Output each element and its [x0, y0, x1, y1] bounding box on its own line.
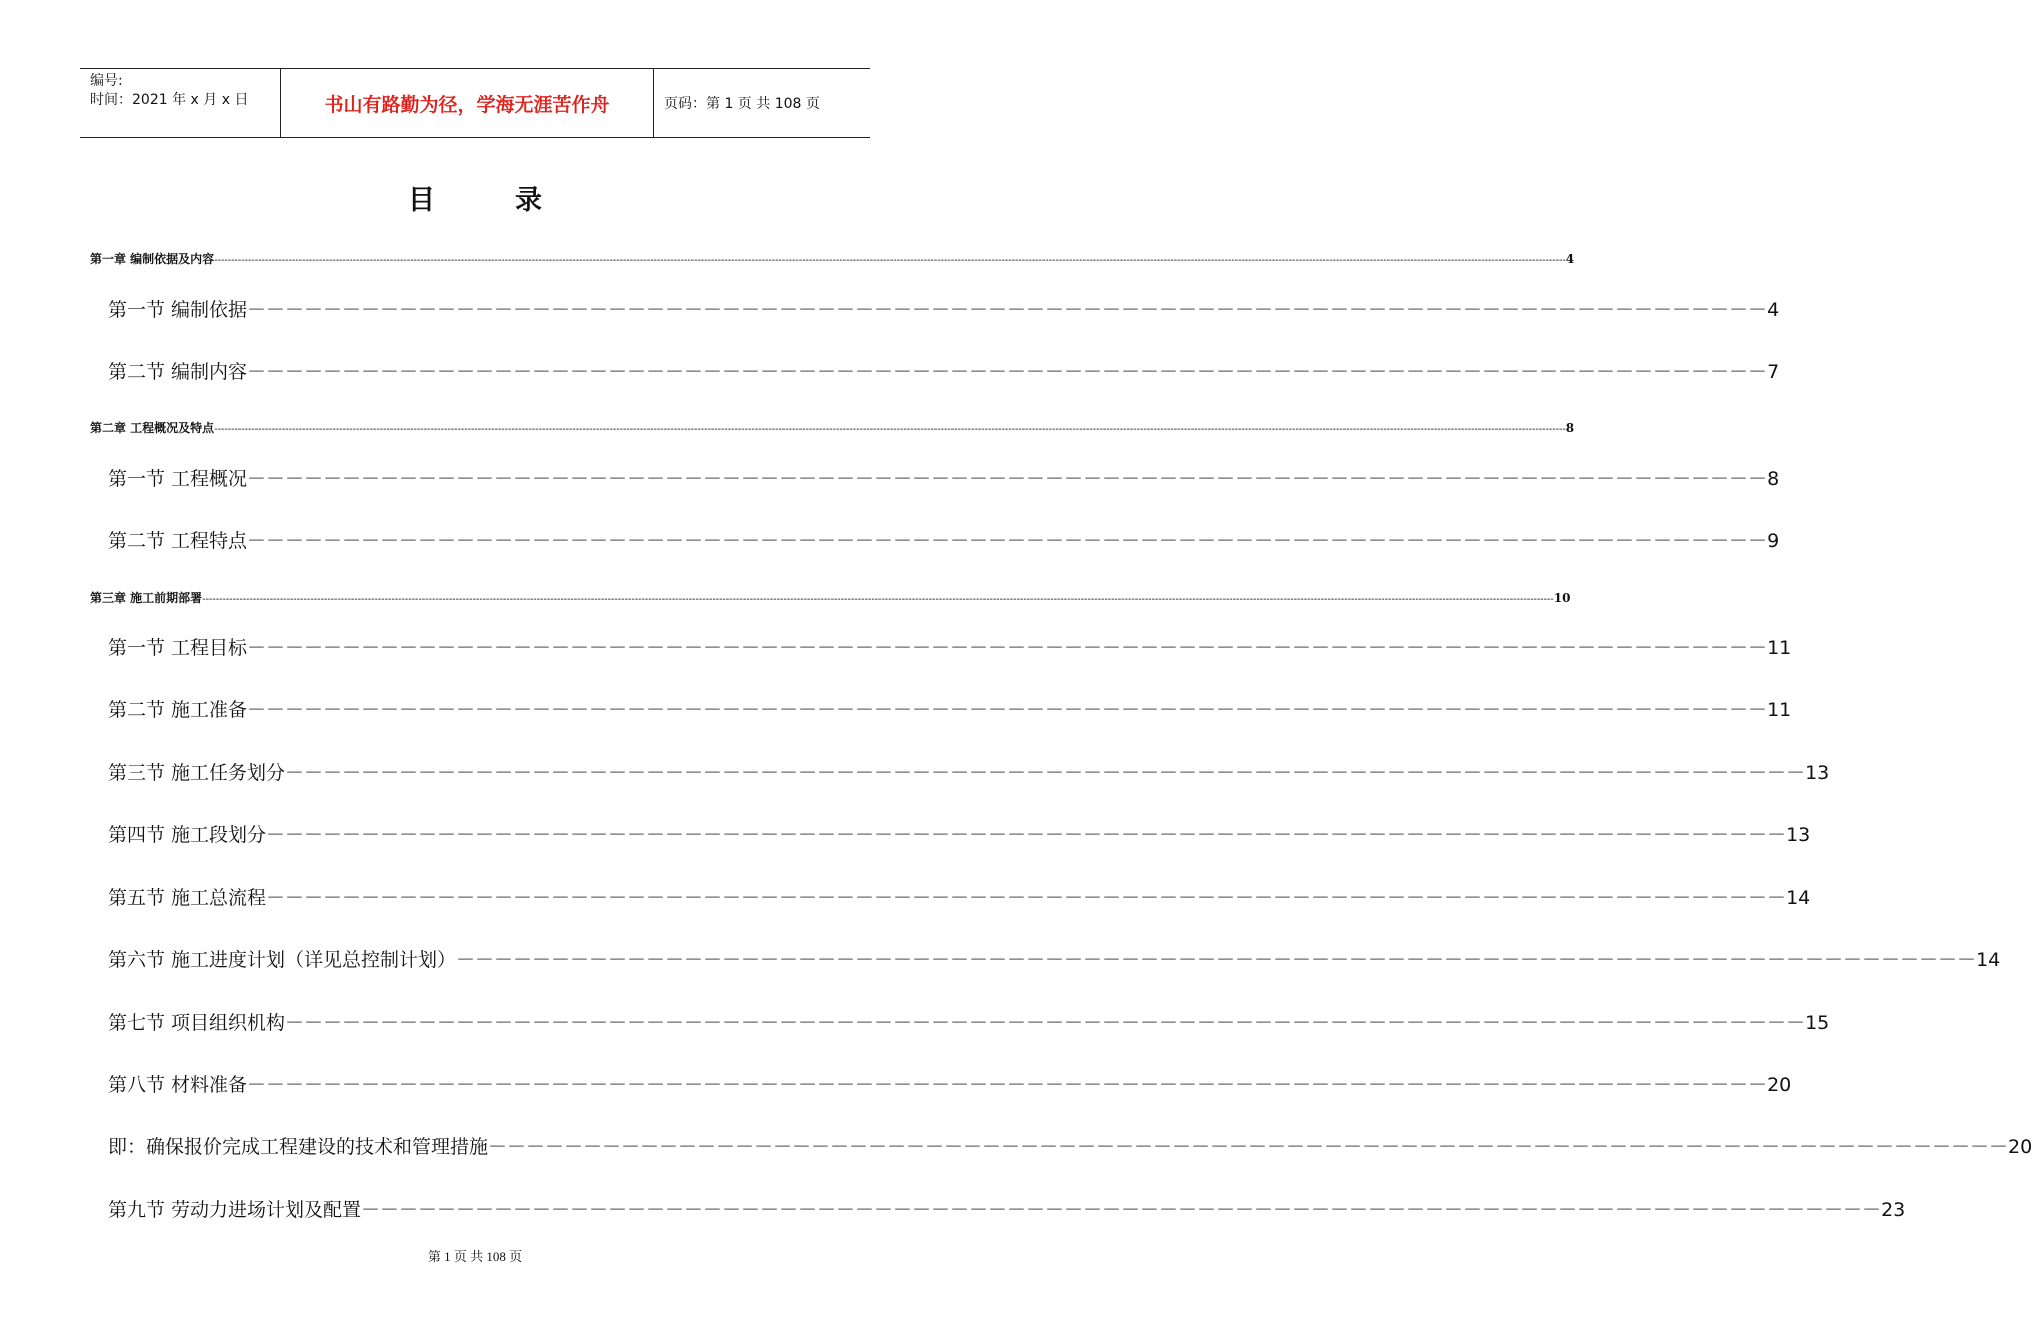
toc-section-entry[interactable] [108, 1070, 1792, 1097]
page-header [80, 68, 870, 138]
toc-entry-page: 4 [1767, 299, 1780, 321]
toc-entry-page: 7 [1767, 361, 1780, 383]
toc-entry-label: 第八节 材料准备 [108, 1074, 248, 1096]
toc-section-entry[interactable] [108, 945, 2001, 972]
toc-section-entry[interactable] [108, 758, 1830, 785]
toc-section-entry[interactable] [108, 695, 1792, 722]
doc-time-label: 时间：2021 年 x 月 x 日 [90, 92, 249, 108]
header-page-label: 页码：第 1 页 共 108 页 [664, 96, 820, 112]
toc-entry-page: 23 [1881, 1199, 1906, 1221]
toc-entry-label: 第二节 编制内容 [108, 361, 248, 383]
toc-entry-label: 第一章 编制依据及内容 [90, 252, 215, 266]
toc-section-entry[interactable] [108, 1195, 1906, 1222]
toc-entry-label: 第一节 工程概况 [108, 468, 248, 490]
toc-leader: －－－－－－－－－－－－－－－－－－－－－－－－－－－－－－－－－－－－－－－－－－－－－－－－－－－－－－－－－－－－－－－－－－－－－－－－－－－－－－－－ [266, 824, 1787, 846]
toc-section-entry[interactable] [108, 1008, 1830, 1035]
toc-section-entry[interactable] [108, 526, 1780, 553]
toc-entry-page: 10 [1553, 591, 1571, 605]
toc-section-entry[interactable] [108, 357, 1780, 384]
toc-entry-label: 第二节 工程特点 [108, 530, 248, 552]
toc-entry-label: 第七节 项目组织机构 [108, 1012, 286, 1034]
toc-entry-label: 即：确保报价完成工程建设的技术和管理措施 [108, 1136, 489, 1158]
toc-leader: －－－－－－－－－－－－－－－－－－－－－－－－－－－－－－－－－－－－－－－－－－－－－－－－－－－－－－－－－－－－－－－－－－－－－－－－－－－－－－－－ [247, 299, 1768, 321]
toc-leader: －－－－－－－－－－－－－－－－－－－－－－－－－－－－－－－－－－－－－－－－－－－－－－－－－－－－－－－－－－－－－－－－－－－－－－－－－－－－－－－－ [285, 1012, 1806, 1034]
toc-entry-page: 20 [1767, 1074, 1792, 1096]
toc-leader: －－－－－－－－－－－－－－－－－－－－－－－－－－－－－－－－－－－－－－－－－－－－－－－－－－－－－－－－－－－－－－－－－－－－－－－－－－－－－－－－ [488, 1136, 2009, 1158]
toc-entry-label: 第二章 工程概况及特点 [90, 421, 215, 435]
toc-leader: ---------------------------------------------------------------------------------------------------------------------------------------------------------------------------------------------------------------------------------------------------------------------------------------------------------------------------------------------------------------------------------------------------------------- [214, 424, 1566, 435]
toc-entry-page: 13 [1805, 762, 1830, 784]
toc-chapter-entry[interactable] [90, 589, 1571, 606]
toc-leader: －－－－－－－－－－－－－－－－－－－－－－－－－－－－－－－－－－－－－－－－－－－－－－－－－－－－－－－－－－－－－－－－－－－－－－－－－－－－－－－－ [266, 887, 1787, 909]
toc-entry-label: 第二节 施工准备 [108, 699, 248, 721]
toc-entry-label: 第五节 施工总流程 [108, 887, 267, 909]
header-motto: 书山有路勤为径，学海无涯苦作舟 [281, 69, 654, 137]
toc-section-entry[interactable] [108, 464, 1780, 491]
toc-section-entry[interactable] [108, 1132, 2032, 1159]
toc-leader: －－－－－－－－－－－－－－－－－－－－－－－－－－－－－－－－－－－－－－－－－－－－－－－－－－－－－－－－－－－－－－－－－－－－－－－－－－－－－－－－ [247, 530, 1768, 552]
toc-section-entry[interactable] [108, 820, 1811, 847]
toc-entry-page: 11 [1767, 699, 1792, 721]
toc-leader: ---------------------------------------------------------------------------------------------------------------------------------------------------------------------------------------------------------------------------------------------------------------------------------------------------------------------------------------------------------------------------------------------------------------- [202, 594, 1554, 605]
toc-section-entry[interactable] [108, 883, 1811, 910]
toc-entry-label: 第一节 编制依据 [108, 299, 248, 321]
toc-leader: －－－－－－－－－－－－－－－－－－－－－－－－－－－－－－－－－－－－－－－－－－－－－－－－－－－－－－－－－－－－－－－－－－－－－－－－－－－－－－－－ [361, 1199, 1882, 1221]
toc-entry-label: 第一节 工程目标 [108, 637, 248, 659]
toc-leader: －－－－－－－－－－－－－－－－－－－－－－－－－－－－－－－－－－－－－－－－－－－－－－－－－－－－－－－－－－－－－－－－－－－－－－－－－－－－－－－－ [247, 637, 1768, 659]
toc-entry-page: 11 [1767, 637, 1792, 659]
page-footer: 第 1 页 共 108 页 [427, 1249, 523, 1264]
toc-entry-page: 20 [2008, 1136, 2032, 1158]
toc-section-entry[interactable] [108, 295, 1780, 322]
toc-section-entry[interactable] [108, 633, 1792, 660]
toc-leader: ---------------------------------------------------------------------------------------------------------------------------------------------------------------------------------------------------------------------------------------------------------------------------------------------------------------------------------------------------------------------------------------------------------------- [214, 255, 1566, 266]
toc-chapter-entry[interactable] [90, 419, 1575, 436]
toc-leader: －－－－－－－－－－－－－－－－－－－－－－－－－－－－－－－－－－－－－－－－－－－－－－－－－－－－－－－－－－－－－－－－－－－－－－－－－－－－－－－－ [285, 762, 1806, 784]
doc-number-label: 编号: [90, 73, 123, 89]
toc-entry-page: 8 [1767, 468, 1780, 490]
toc-entry-page: 14 [1976, 949, 2001, 971]
toc-entry-label: 第六节 施工进度计划（详见总控制计划） [108, 949, 457, 971]
toc-entry-page: 13 [1786, 824, 1811, 846]
toc-entry-label: 第三节 施工任务划分 [108, 762, 286, 784]
toc-leader: －－－－－－－－－－－－－－－－－－－－－－－－－－－－－－－－－－－－－－－－－－－－－－－－－－－－－－－－－－－－－－－－－－－－－－－－－－－－－－－－ [247, 1074, 1768, 1096]
header-meta [80, 69, 281, 137]
toc-leader: －－－－－－－－－－－－－－－－－－－－－－－－－－－－－－－－－－－－－－－－－－－－－－－－－－－－－－－－－－－－－－－－－－－－－－－－－－－－－－－－ [247, 699, 1768, 721]
toc-entry-page: 14 [1786, 887, 1811, 909]
toc-entry-page: 8 [1565, 421, 1575, 435]
toc-entry-label: 第九节 劳动力进场计划及配置 [108, 1199, 362, 1221]
toc-leader: －－－－－－－－－－－－－－－－－－－－－－－－－－－－－－－－－－－－－－－－－－－－－－－－－－－－－－－－－－－－－－－－－－－－－－－－－－－－－－－－ [456, 949, 1977, 971]
toc-entry-page: 9 [1767, 530, 1780, 552]
toc-entry-label: 第四节 施工段划分 [108, 824, 267, 846]
toc-entry-label: 第三章 施工前期部署 [90, 591, 203, 605]
toc-entry-page: 4 [1565, 252, 1575, 266]
toc-leader: －－－－－－－－－－－－－－－－－－－－－－－－－－－－－－－－－－－－－－－－－－－－－－－－－－－－－－－－－－－－－－－－－－－－－－－－－－－－－－－－ [247, 361, 1768, 383]
toc-leader: －－－－－－－－－－－－－－－－－－－－－－－－－－－－－－－－－－－－－－－－－－－－－－－－－－－－－－－－－－－－－－－－－－－－－－－－－－－－－－－－ [247, 468, 1768, 490]
toc-title: 目录 [408, 185, 622, 216]
toc-entry-page: 15 [1805, 1012, 1830, 1034]
toc-chapter-entry[interactable] [90, 250, 1575, 267]
